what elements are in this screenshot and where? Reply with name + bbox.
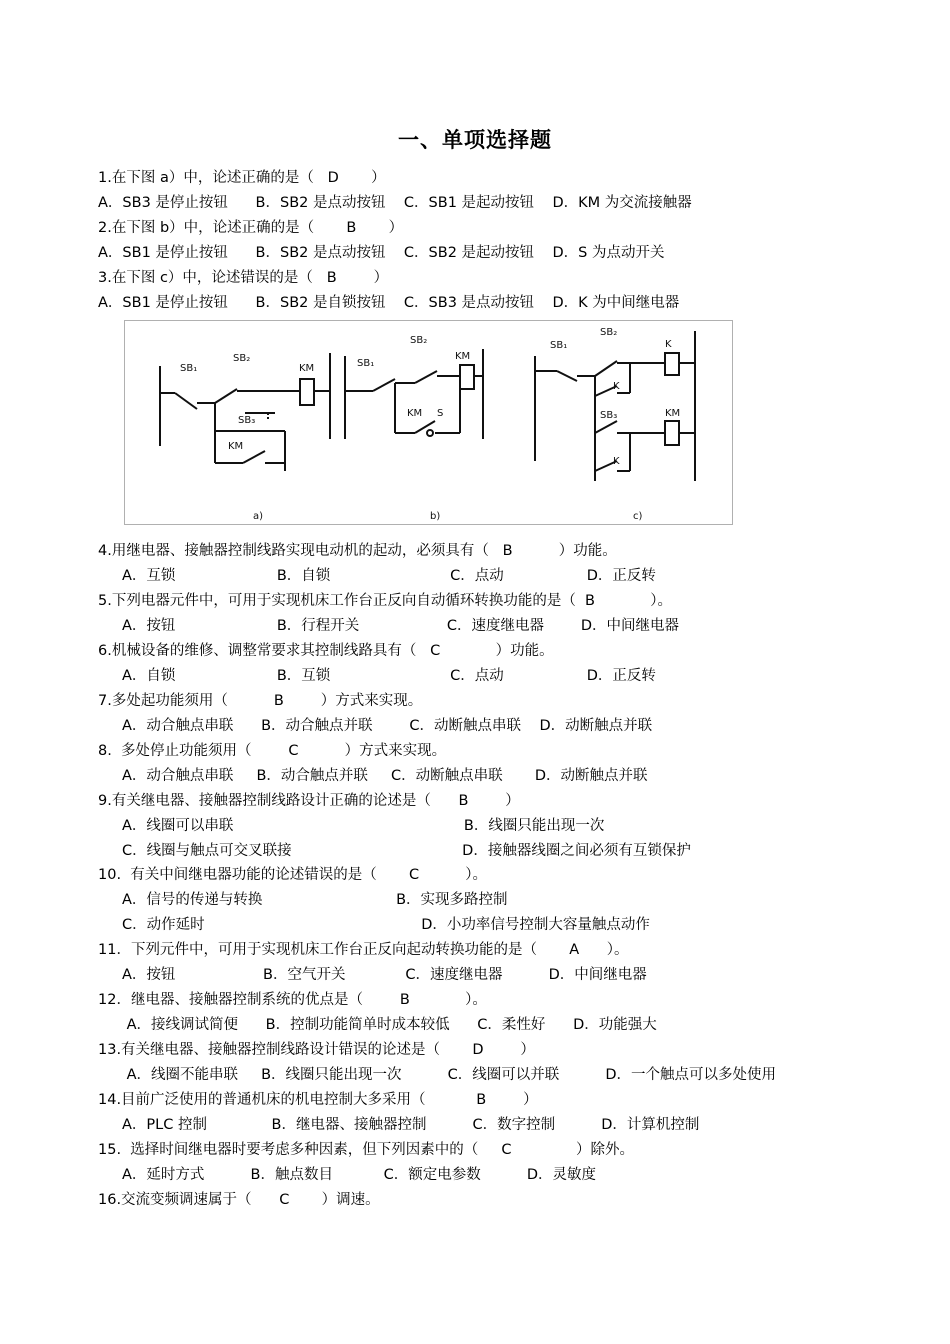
options-11: A．按钮 B．空气开关 C．速度继电器 D．中间继电器 [122,967,647,983]
label-sb3-c: SB₃ [600,410,618,421]
options-13: A．线圈不能串联 B．线圈只能出现一次 C．线圈可以并联 D．一个触点可以多处使用 [122,1067,776,1083]
label-km-coil-b: KM [455,351,471,362]
label-s-b: S [437,408,444,419]
options-2: A．SB1 是停止按钮 B．SB2 是点动按钮 C．SB2 是起动按钮 D．S 为点动开关 [98,245,665,261]
question-12: 12．继电器、接触器控制系统的优点是（ B ）。 [98,992,487,1008]
page-title: 一、单项选择题 [398,128,552,152]
options-1: A．SB3 是停止按钮 B．SB2 是点动按钮 C．SB1 是起动按钮 D．KM 为交流接触器 [98,195,692,211]
label-sb2-c: SB₂ [600,327,618,338]
question-15: 15. 选择时间继电器时要考虑多种因素，但下列因素中的（ C ）除外。 [98,1142,634,1158]
question-11: 11．下列元件中，可用于实现机床工作台正反向起动转换功能的是（ A ）。 [98,942,629,958]
caption-c: c) [633,511,643,522]
options-10-row2: C．动作延时 D．小功率信号控制大容量触点动作 [122,917,650,933]
options-6: A．自锁 B．互锁 C．点动 D．正反转 [122,668,656,684]
label-sb1-a: SB₁ [180,363,198,374]
options-15: A．延时方式 B．触点数目 C．额定电参数 D．灵敏度 [122,1167,597,1183]
options-9-row1: A．线圈可以串联 B．线圈只能出现一次 [122,818,605,834]
label-km-contact-b: KM [407,408,423,419]
label-sb1-b: SB₁ [357,358,375,369]
circuit-diagram-svg [125,321,732,524]
question-4: 4.用继电器、接触器控制线路实现电动机的起动，必须具有（ B ）功能。 [98,543,617,559]
question-8: 8. 多处停止功能须用（ C ）方式来实现。 [98,743,447,759]
label-km-coil-a: KM [299,363,315,374]
label-sb2-b: SB₂ [410,335,428,346]
question-14: 14.目前广泛使用的普通机床的机电控制大多采用（ B ） [98,1092,538,1108]
options-10-row1: A．信号的传递与转换 B．实现多路控制 [122,892,508,908]
label-km-coil-c: KM [665,408,681,419]
options-5: A．按钮 B．行程开关 C．速度继电器 D．中间继电器 [122,618,680,634]
options-8: A．动合触点串联 B．动合触点并联 C．动断触点串联 D．动断触点并联 [122,768,648,784]
question-10: 10. 有关中间继电器功能的论述错误的是（ C ）。 [98,867,488,883]
options-9-row2: C．线圈与触点可交叉联接 D．接触器线圈之间必须有互锁保护 [122,843,691,859]
question-3: 3.在下图 c）中，论述错误的是（ B ） [98,270,389,286]
question-13: 13.有关继电器、接触器控制线路设计错误的论述是（ D ） [98,1042,535,1058]
options-14: A．PLC 控制 B．继电器、接触器控制 C．数字控制 D．计算机控制 [122,1117,700,1133]
question-9: 9.有关继电器、接触器控制线路设计正确的论述是（ B ） [98,793,520,809]
question-16: 16.交流变频调速属于（ C ）调速。 [98,1192,380,1208]
circuit-diagram-figure [124,320,733,525]
options-12: A．接线调试简便 B．控制功能简单时成本较低 C．柔性好 D．功能强大 [122,1017,657,1033]
label-sb2-a: SB₂ [233,353,251,364]
options-4: A．互锁 B．自锁 C．点动 D．正反转 [122,568,656,584]
caption-a: a) [253,511,264,522]
question-5: 5.下列电器元件中，可用于实现机床工作台正反向自动循环转换功能的是（ B ）。 [98,593,673,609]
question-1: 1.在下图 a）中，论述正确的是（ D ） [98,170,386,186]
options-3: A．SB1 是停止按钮 B．SB2 是自锁按钮 C．SB3 是点动按钮 D．K 为中间继电器 [98,295,680,311]
label-km-contact-a: KM [228,441,244,452]
label-k-contact-c: K [613,381,620,392]
label-k-contact2-c: K [613,456,620,467]
label-k-coil-c: K [665,339,672,350]
options-7: A．动合触点串联 B．动合触点并联 C．动断触点串联 D．动断触点并联 [122,718,653,734]
label-sb1-c: SB₁ [550,340,568,351]
question-2: 2.在下图 b）中，论述正确的是（ B ） [98,220,404,236]
question-7: 7.多处起功能须用（ B ）方式来实现。 [98,693,423,709]
caption-b: b) [430,511,441,522]
label-sb3-a: SB₃ [238,415,256,426]
question-6: 6.机械设备的维修、调整常要求其控制线路具有（ C ）功能。 [98,643,554,659]
